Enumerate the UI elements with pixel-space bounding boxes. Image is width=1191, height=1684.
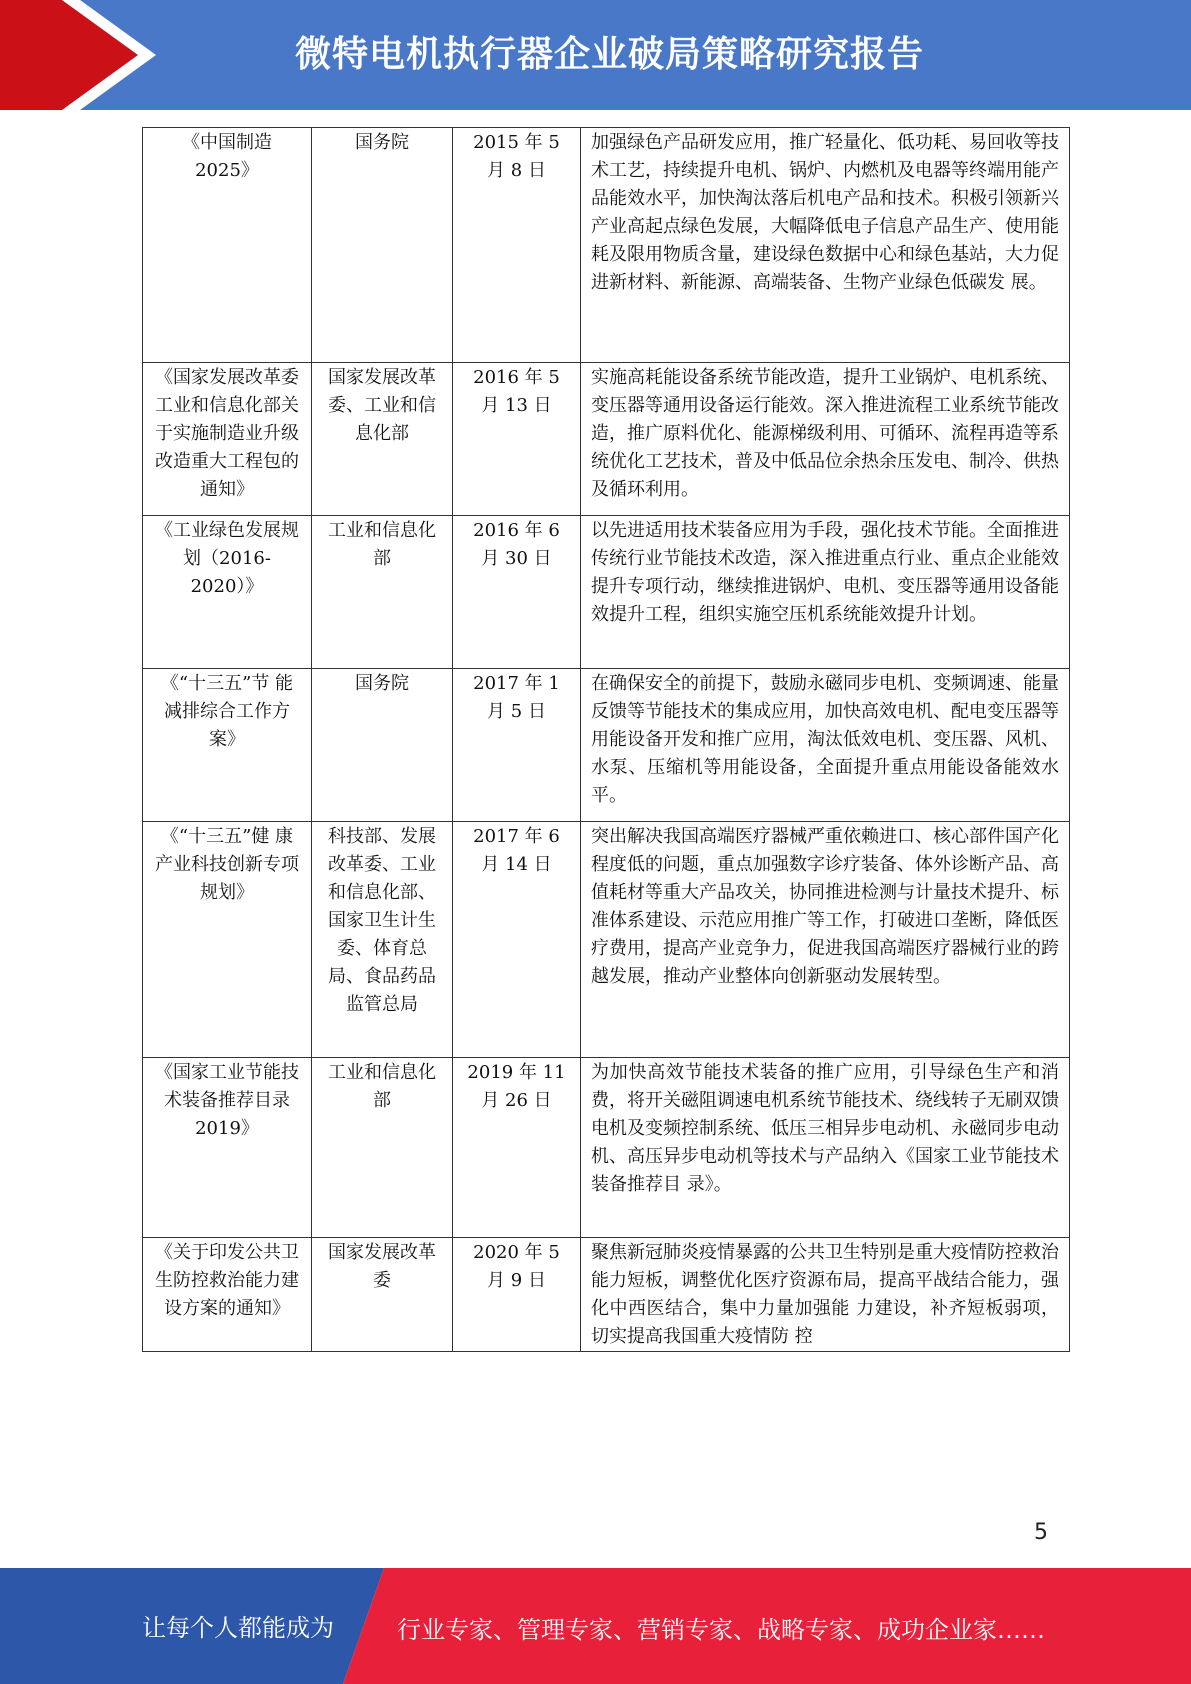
policy-date: 2017 年 6 月 14 日 bbox=[453, 822, 581, 1058]
policy-content: 在确保安全的前提下，鼓励永磁同步电机、变频调速、能量反馈等节能技术的集成应用，加快高效电机、配电变压器等用能设备开发和推广应用，淘汰低效电机、变压器、风机、水泵、压缩机等用能设备，全面提升重点用能设备能效水平。 bbox=[581, 669, 1070, 822]
policy-content: 以先进适用技术装备应用为手段，强化技术节能。全面推进传统行业节能技术改造，深入推进重点行业、重点企业能效提升专项行动，继续推进锅炉、电机、变压器等通用设备能效提升工程，组织实施空压机系统能效提升计划。 bbox=[581, 516, 1070, 669]
policy-name: 《“十三五”节 能减排综合工作方案》 bbox=[143, 669, 312, 822]
policy-issuer: 国务院 bbox=[312, 128, 453, 363]
policy-content: 加强绿色产品研发应用，推广轻量化、低功耗、易回收等技术工艺，持续提升电机、锅炉、内燃机及电器等终端用能产品能效水平，加快淘汰落后机电产品和技术。积极引领新兴产业高起点绿色发展，大幅降低电子信息产品生产、使用能耗及限用物质含量，建设绿色数据中心和绿色基站，大力促进新材料、新能源、高端装备、生物产业绿色低碳发 展。 bbox=[581, 128, 1070, 363]
policy-date: 2016 年 5 月 13 日 bbox=[453, 363, 581, 516]
policy-issuer: 工业和信息化部 bbox=[312, 516, 453, 669]
page-footer bbox=[0, 1568, 1191, 1684]
policy-issuer: 工业和信息化部 bbox=[312, 1058, 453, 1238]
report-title: 微特电机执行器企业破局策略研究报告 bbox=[295, 34, 925, 75]
policy-name: 《关于印发公共卫生防控救治能力建设方案的通知》 bbox=[143, 1238, 312, 1352]
policy-date: 2016 年 6 月 30 日 bbox=[453, 516, 581, 669]
footer-slogan-left: 让每个人都能成为 bbox=[142, 1614, 334, 1642]
table-row bbox=[143, 516, 1070, 669]
policy-name: 《国家工业节能技术装备推荐目录 2019》 bbox=[143, 1058, 312, 1238]
policy-date: 2015 年 5 月 8 日 bbox=[453, 128, 581, 363]
policy-content: 为加快高效节能技术装备的推广应用，引导绿色生产和消费，将开关磁阻调速电机系统节能技术、绕线转子无刷双馈电机及变频控制系统、低压三相异步电动机、永磁同步电动机、高压异步电动机等技术与产品纳入《国家工业节能技术装备推荐目 录》。 bbox=[581, 1058, 1070, 1238]
policy-date: 2020 年 5 月 9 日 bbox=[453, 1238, 581, 1352]
table-row bbox=[143, 822, 1070, 1058]
policy-issuer: 国务院 bbox=[312, 669, 453, 822]
policy-name: 《中国制造 2025》 bbox=[143, 128, 312, 363]
policy-issuer: 科技部、发展改革委、工业和信息化部、国家卫生计生委、体育总局、食品药品监管总局 bbox=[312, 822, 453, 1058]
table-row bbox=[143, 1238, 1070, 1352]
table-row bbox=[143, 128, 1070, 363]
page-header bbox=[0, 0, 1191, 110]
footer-slogan-right: 行业专家、管理专家、营销专家、战略专家、成功企业家…… bbox=[397, 1616, 1045, 1644]
table-row bbox=[143, 669, 1070, 822]
policy-content: 聚焦新冠肺炎疫情暴露的公共卫生特别是重大疫情防控救治能力短板，调整优化医疗资源布局，提高平战结合能力，强化中西医结合，集中力量加强能 力建设，补齐短板弱项，切实提高我国重大疫情防 控 bbox=[581, 1238, 1070, 1352]
policy-issuer: 国家发展改革委、工业和信息化部 bbox=[312, 363, 453, 516]
policy-name: 《工业绿色发展规划（2016-2020）》 bbox=[143, 516, 312, 669]
table-row bbox=[143, 1058, 1070, 1238]
policy-content: 突出解决我国高端医疗器械严重依赖进口、核心部件国产化程度低的问题，重点加强数字诊疗装备、体外诊断产品、高值耗材等重大产品攻关，协同推进检测与计量技术提升、标准体系建设、示范应用推广等工作，打破进口垄断，降低医疗费用，提高产业竞争力，促进我国高端医疗器械行业的跨越发展，推动产业整体向创新驱动发展转型。 bbox=[581, 822, 1070, 1058]
policy-date: 2017 年 1 月 5 日 bbox=[453, 669, 581, 822]
table-row bbox=[143, 363, 1070, 516]
policy-table bbox=[142, 127, 1070, 1352]
page-number: 5 bbox=[1034, 1520, 1048, 1545]
policy-name: 《“十三五”健 康产业科技创新专项规划》 bbox=[143, 822, 312, 1058]
policy-date: 2019 年 11 月 26 日 bbox=[453, 1058, 581, 1238]
policy-issuer: 国家发展改革委 bbox=[312, 1238, 453, 1352]
policy-content: 实施高耗能设备系统节能改造，提升工业锅炉、电机系统、变压器等通用设备运行能效。深入推进流程工业系统节能改造，推广原料优化、能源梯级利用、可循环、流程再造等系统优化工艺技术，普及中低品位余热余压发电、制冷、供热及循环利用。 bbox=[581, 363, 1070, 516]
policy-name: 《国家发展改革委工业和信息化部关于实施制造业升级改造重大工程包的通知》 bbox=[143, 363, 312, 516]
